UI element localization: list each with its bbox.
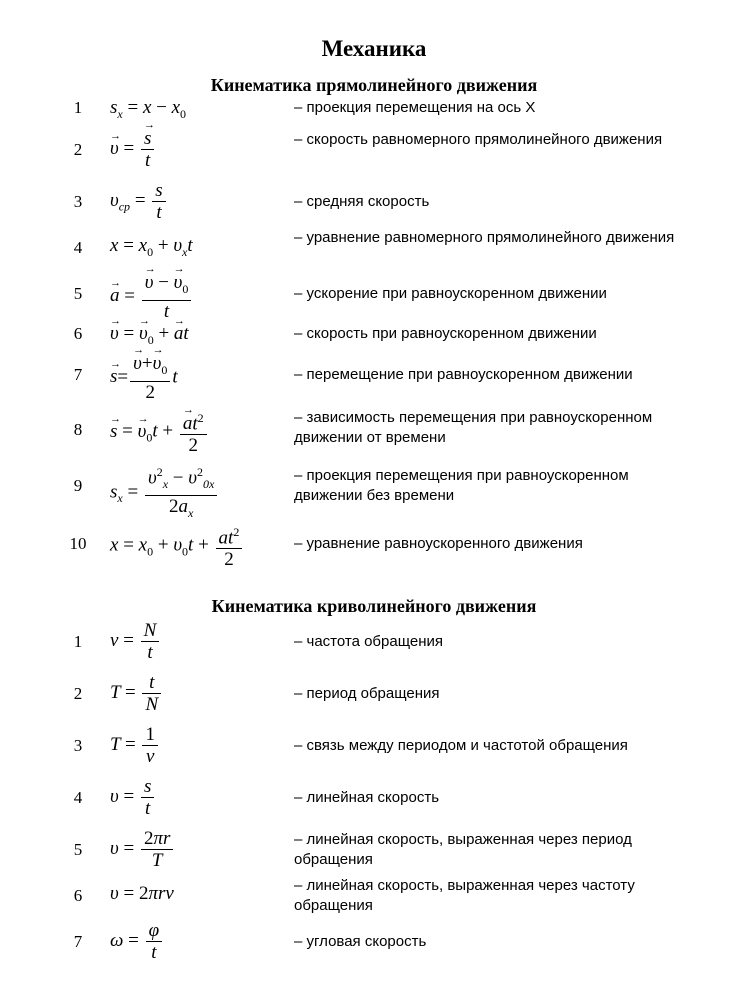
formula: υ = 2πrν [110,883,174,904]
formula-number: 2 [73,684,83,703]
formula: ω = $\frac{\varphi}{t}$ [110,920,164,963]
formula-description: – период обращения [294,685,440,702]
formula-number: 1 [73,632,83,651]
formula-number: 7 [73,365,83,384]
formula-description: – линейная скорость, выраженная через частоту обращения [294,877,635,914]
formula-number: 3 [73,192,83,211]
formula-description: – зависимость перемещения при равноускоренном движении от времени [294,409,653,446]
formula: → υ = → $\frac{s}{t}$ [110,128,156,171]
section-heading-rectilinear: Кинематика прямолинейного движения [210,75,538,95]
formula-number: 6 [73,324,83,343]
formula-description: – скорость равномерного прямолинейного движения [294,131,663,148]
formula-number: 1 [73,98,83,117]
formula: → υ = → $\upsilon_0$ + → at [110,324,189,350]
formula: → s = → $\upsilon_0t$ + → $\frac{at^2}{2}$ [110,408,209,456]
formula-number: 7 [73,932,83,951]
formula-description: – средняя скорость [294,193,430,210]
formula-number: 9 [73,476,83,495]
formula: $\upsilon_{ср}$ = $\frac{s}{t}$ [110,180,168,223]
section-heading-curvilinear: Кинематика криволинейного движения [211,596,537,616]
formula-description: – угловая скорость [294,933,427,950]
formula-description: – скорость при равноускоренном движении [294,325,597,342]
formula-description: – уравнение равноускоренного движения [294,535,583,552]
formula-number: 2 [73,140,83,159]
page-title: Механика [321,36,427,61]
formula-description: – уравнение равномерного прямолинейного движения [294,229,675,246]
formula: υ = $\frac{s}{t}$ [110,776,156,819]
formula-description: – ускорение при равноускоренном движении [294,285,607,302]
formula-description: – частота обращения [294,633,444,650]
formula-number: 5 [73,284,83,303]
formula-description: – проекция перемещения при равноускоренном движении без времени [294,467,629,504]
formula-number: 4 [73,788,83,807]
formula-description: – проекция перемещения на ось X [294,99,536,116]
formula-number: 4 [73,238,83,257]
formula-description: – линейная скорость [294,789,440,806]
formula-number: 5 [73,840,83,859]
formula-description: – линейная скорость, выраженная через период обращения [294,831,632,868]
formula: $s_x$ = $\frac{\upsilon^2_x - \upsilon^2_{0x}}{2a_x}$ [110,462,219,524]
formula-description: – связь между периодом и частотой обращения [294,737,628,754]
formula: → s= → $\frac{\upsilon+\to \upsilon_0}{2}$ t [110,353,178,403]
formula-description: – перемещение при равноускоренном движении [294,366,633,383]
formula: $s_x = x - x_0$ [110,97,187,121]
formula: $x = x_0 + \upsilon_xt$ [110,235,193,259]
formula: ν = $\frac{N}{t}$ [110,620,161,663]
formula-number: 3 [73,736,83,755]
formula: T = $\frac{1}{\nu}$ [110,724,160,767]
formula: → a = → $\frac{\upsilon - \to \upsilon_0}{t}$ [110,272,193,322]
formula-number: 10 [69,534,87,553]
formula-number: 6 [73,886,83,905]
formula: T = $\frac{t}{N}$ [110,672,163,715]
formula-number: 8 [73,420,83,439]
formula: υ = $\frac{2\pi r}{T}$ [110,828,175,871]
formula: $x = x_0 + \upsilon_0t$ + $\frac{at^2}{2}$ [110,522,244,570]
